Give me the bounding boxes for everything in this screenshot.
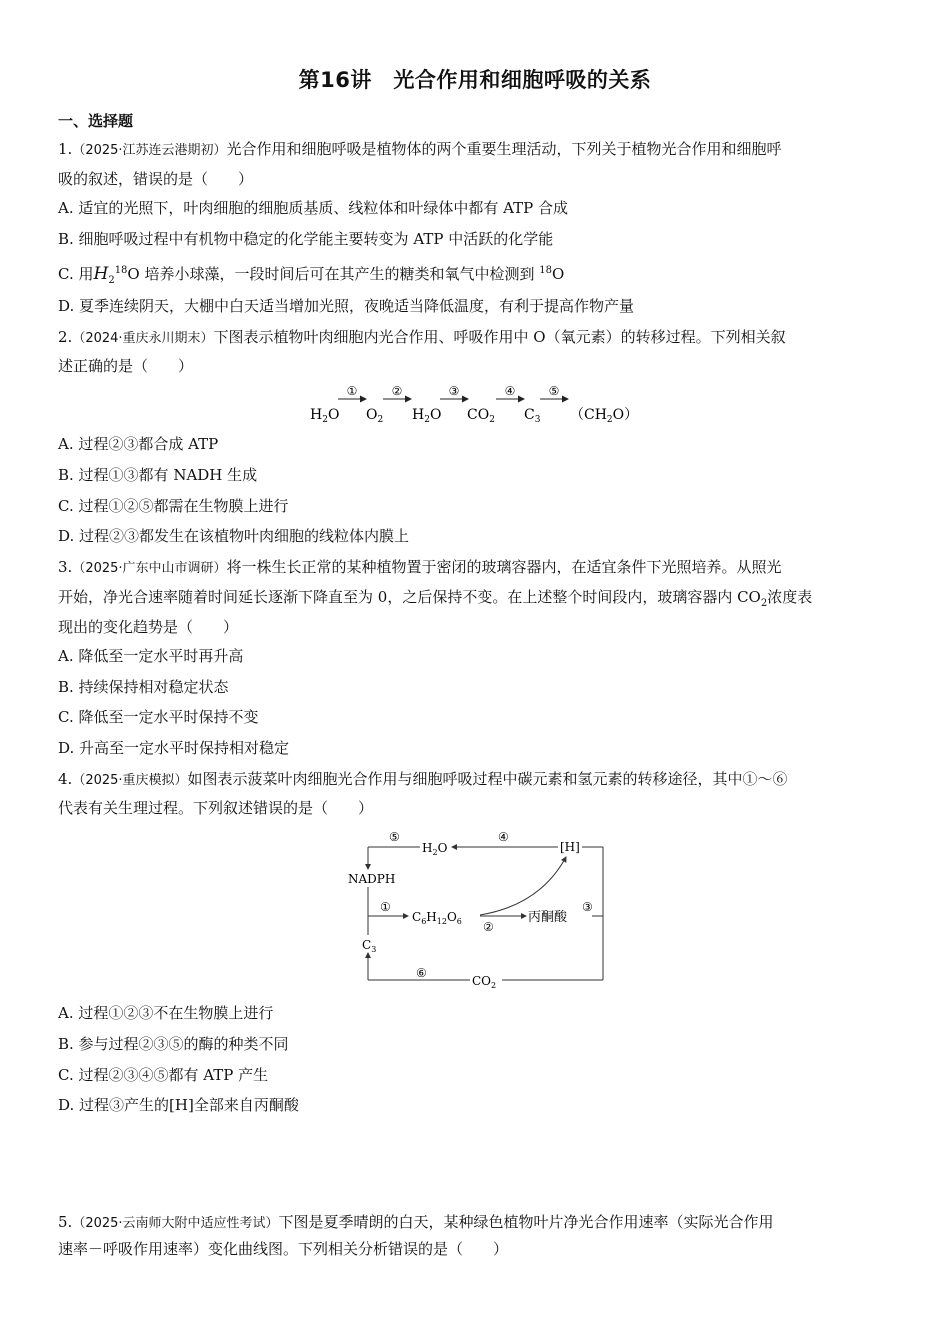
q1-stem: 光合作用和细胞呼吸是植物体的两个重要生理活动，下列关于植物光合作用和细胞呼 [226, 140, 782, 158]
q4-option-c: C. 过程②③④⑤都有 ATP 产生 [58, 1066, 269, 1084]
q1-option-c-sup: 18 [114, 265, 128, 276]
q1-option-c [58, 261, 894, 291]
q1-option-c-prefix: C. 用 [58, 265, 94, 283]
chain-label-3: ③ [448, 384, 460, 398]
q3-stem-line3: 现出的变化趋势是（ ） [58, 618, 239, 636]
q5-stem: 下图是夏季晴朗的白天，某种绿色植物叶片净光合作用速率（实际光合作用 [278, 1213, 774, 1231]
q3-stem: 将一株生长正常的某种植物置于密闭的玻璃容器内，在适宜条件下光照培养。从照光 [226, 558, 782, 576]
fig4-node-co2: $CO_2$ [472, 974, 497, 990]
chain-node-h2o-1: $H_2O$ [310, 407, 340, 425]
q4-option-a: A. 过程①②③不在生物膜上进行 [58, 1004, 274, 1022]
q3-number: 3. [58, 558, 73, 576]
q2-stem-line1 [58, 327, 894, 349]
chain-node-ch2o: $(CH_2O)$ [570, 407, 639, 425]
q1-option-c-sup2: 18 [539, 265, 553, 276]
q1-option-c-end: O [552, 265, 565, 283]
q3-source: （2025·广东中山市调研） [72, 561, 227, 576]
q1-option-c-h: H [93, 264, 109, 284]
chain-node-o2: $O_2$ [366, 407, 384, 425]
q2-stem-line2: 述正确的是（ ） [58, 357, 194, 375]
q3-stem2-sub: 2 [760, 598, 768, 609]
q5-number: 5. [58, 1213, 73, 1231]
q3-option-a: A. 降低至一定水平时再升高 [58, 647, 244, 665]
fig4-curve-to-h [480, 857, 566, 915]
q2-stem: 下图表示植物叶肉细胞内光合作用、呼吸作用中 O（氧元素）的转移过程。下列相关叙 [213, 328, 786, 346]
q3-option-c: C. 降低至一定水平时保持不变 [58, 708, 259, 726]
q5-source: （2025·云南师大附中适应性考试） [72, 1216, 279, 1231]
fig4-node-h: [H] [560, 840, 580, 854]
q1-source: （2025·江苏连云港期初） [72, 143, 227, 158]
q1-option-c-sub: 2 [108, 275, 115, 286]
q2-option-c: C. 过程①②⑤都需在生物膜上进行 [58, 497, 289, 515]
q4-option-b: B. 参与过程②③⑤的酶的种类不同 [58, 1035, 289, 1053]
q1-option-d: D. 夏季连续阴天，大棚中白天适当增加光照，夜晚适当降低温度，有利于提高作物产量 [58, 297, 635, 315]
q1-number: 1. [58, 140, 73, 158]
section-heading: 一、选择题 [58, 112, 134, 130]
fig4-label-4: ④ [498, 830, 509, 844]
fig4-label-5: ⑤ [389, 830, 400, 844]
fig4-node-c3: $C_3$ [362, 938, 377, 954]
fig4-node-h2o: $H_2O$ [422, 841, 448, 857]
q3-stem2-text: 开始，净光合速率随着时间延长逐渐下降直至为 0，之后保持不变。在上述整个时间段内，玻璃容器内 CO [58, 588, 761, 606]
q4-stem-line2: 代表有关生理过程。下列叙述错误的是（ ） [58, 799, 374, 817]
chain-label-1: ① [346, 384, 358, 398]
q5-stem-line2: 速率－呼吸作用速率）变化曲线图。下列相关分析错误的是（ ） [58, 1240, 509, 1258]
q1-stem-line1 [58, 139, 894, 161]
fig4-label-3: ③ [582, 900, 593, 914]
fig4-node-glucose: $C_6H_{12}O_6$ [412, 910, 462, 926]
q3-stem-line1 [58, 557, 894, 579]
q2-option-b: B. 过程①③都有 NADH 生成 [58, 466, 258, 484]
chain-label-4: ④ [504, 384, 516, 398]
oxygen-transfer-diagram [300, 383, 660, 429]
q4-stem-line1 [58, 769, 894, 791]
q4-option-d: D. 过程③产生的[H]全部来自丙酮酸 [58, 1096, 299, 1114]
q1-option-a: A. 适宜的光照下，叶肉细胞的细胞质基质、线粒体和叶绿体中都有 ATP 合成 [58, 199, 569, 217]
q3-stem-line2 [58, 587, 894, 614]
q2-number: 2. [58, 328, 73, 346]
q5-stem-line1 [58, 1212, 894, 1234]
q2-source: （2024·重庆永川期末） [72, 331, 214, 346]
chain-label-2: ② [391, 384, 403, 398]
page-title: 第16讲 光合作用和细胞呼吸的关系 [298, 68, 652, 92]
q1-stem-line2: 吸的叙述，错误的是（ ） [58, 170, 254, 188]
q2-option-d: D. 过程②③都发生在该植物叶肉细胞的线粒体内膜上 [58, 527, 410, 545]
chain-node-co2: $CO_2$ [467, 407, 495, 425]
fig4-label-6: ⑥ [416, 966, 427, 980]
chain-node-h2o-2: $H_2O$ [412, 407, 442, 425]
q4-source: （2025·重庆模拟） [72, 773, 188, 788]
q3-option-b: B. 持续保持相对稳定状态 [58, 678, 229, 696]
fig4-node-nadph: NADPH [348, 872, 396, 886]
fig4-node-pyruvate: 丙酮酸 [528, 910, 568, 925]
q4-number: 4. [58, 770, 73, 788]
q3-option-d: D. 升高至一定水平时保持相对稳定 [58, 739, 290, 757]
chain-node-c3: $C_3$ [524, 407, 541, 425]
q1-option-c-text: O 培养小球藻，一段时间后可在其产生的糖类和氧气中检测到 [127, 265, 535, 283]
fig4-label-2: ② [483, 920, 494, 934]
fig4-label-1: ① [380, 900, 391, 914]
chain-label-5: ⑤ [548, 384, 560, 398]
q4-stem: 如图表示菠菜叶肉细胞光合作用与细胞呼吸过程中碳元素和氢元素的转移途径，其中①～⑥ [187, 770, 788, 788]
carbon-hydrogen-transfer-diagram [330, 825, 620, 997]
q1-option-b: B. 细胞呼吸过程中有机物中稳定的化学能主要转变为 ATP 中活跃的化学能 [58, 230, 554, 248]
q3-stem2-end: 浓度表 [767, 588, 813, 606]
q2-option-a: A. 过程②③都合成 ATP [58, 435, 219, 453]
